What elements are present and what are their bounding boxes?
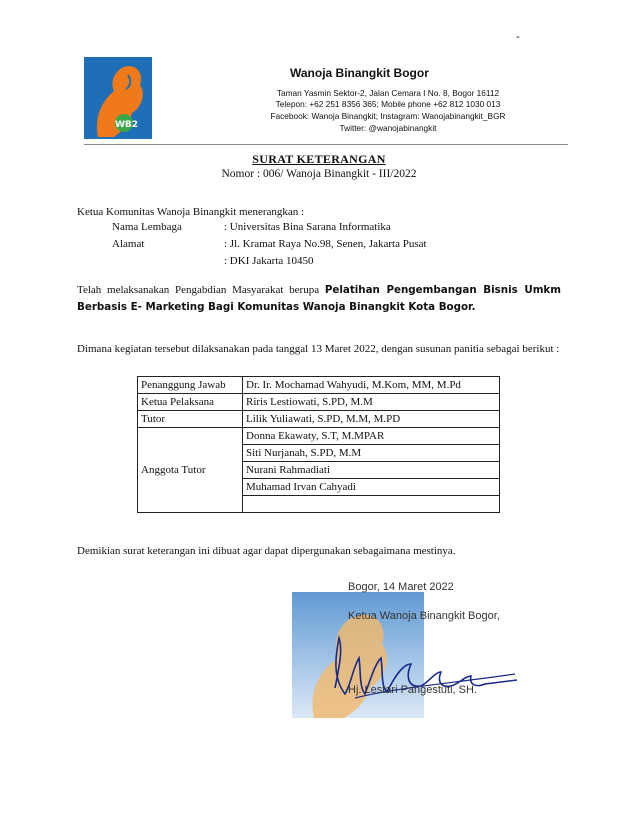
- committee-name: Riris Lestiowati, S.PD, M.M: [243, 394, 500, 411]
- signatory-name: Hj. Lestari Pangestuti, SH.: [348, 684, 478, 696]
- committee-table: [137, 376, 500, 513]
- committee-name: Dr. Ir. Mochamad Wahyudi, M.Kom, MM, M.Pd: [243, 377, 500, 394]
- lembaga-value: : Universitas Bina Sarana Informatika: [224, 221, 391, 233]
- activity-paragraph-text: Telah melaksanakan Pengabdian Masyarakat berupa: [77, 284, 325, 296]
- document-number: Nomor : 006/ Wanoja Binangkit - III/2022: [221, 168, 417, 180]
- activity-paragraph: [77, 282, 561, 316]
- committee-role: Anggota Tutor: [138, 428, 243, 513]
- alamat-label: Alamat: [112, 238, 145, 250]
- twitter-line: Twitter: @wanojabinangkit: [339, 123, 437, 133]
- table-row: [138, 411, 500, 428]
- handwritten-signature: [325, 628, 525, 708]
- committee-name: Lilik Yuliawati, S.PD, M.M, M.PD: [243, 411, 500, 428]
- intro-text: Ketua Komunitas Wanoja Binangkit menerangkan :: [77, 206, 305, 218]
- organization-name: Wanoja Binangkit Bogor: [290, 66, 429, 80]
- svg-text:WB2: WB2: [115, 120, 139, 130]
- social-line: Facebook: Wanoja Binangkit; Instagram: Wanojabinangkit_BGR: [270, 111, 506, 121]
- signatory-role: Ketua Wanoja Binangkit Bogor,: [348, 610, 500, 622]
- committee-name: Siti Nurjanah, S.PD, M.M: [243, 445, 500, 462]
- committee-name: Donna Ekawaty, S.T, M.MPAR: [243, 428, 500, 445]
- closing-text: Demikian surat keterangan ini dibuat agar dapat dipergunakan sebagaimana mestinya.: [77, 545, 456, 557]
- letterhead-divider: [84, 144, 568, 145]
- committee-role: Tutor: [138, 411, 243, 428]
- alamat-value: : Jl. Kramat Raya No.98, Senen, Jakarta Pusat: [224, 238, 427, 250]
- alamat-value-city: : DKI Jakarta 10450: [224, 255, 314, 267]
- schedule-paragraph: Dimana kegiatan tersebut dilaksanakan pada tanggal 13 Maret 2022, dengan susunan panitia sebagai berikut :: [77, 343, 560, 355]
- phone-line: Telepon: +62 251 8356 365; Mobile phone +62 812 1030 013: [275, 99, 501, 109]
- lembaga-label: Nama Lembaga: [112, 221, 182, 233]
- wanoja-binangkit-logo: [84, 57, 152, 139]
- committee-name: Muhamad Irvan Cahyadi: [243, 479, 500, 496]
- committee-name: [243, 496, 500, 513]
- committee-role: Ketua Pelaksana: [138, 394, 243, 411]
- activity-title: Pelatihan Pengembangan Bisnis Umkm Berbasis E- Marketing Bagi Komunitas Wanoja Binangkit Kota Bogor.: [77, 284, 561, 313]
- committee-name: Nurani Rahmadiati: [243, 462, 500, 479]
- address-line: Taman Yasmin Sektor-2, Jalan Cemara I No. 8, Bogor 16112: [276, 88, 500, 98]
- signature-date: Bogor, 14 Maret 2022: [348, 581, 454, 593]
- table-row: [138, 428, 500, 445]
- table-row: [138, 394, 500, 411]
- committee-role: Penanggung Jawab: [138, 377, 243, 394]
- table-row: [138, 377, 500, 394]
- document-title: SURAT KETERANGAN: [252, 152, 386, 166]
- corner-mark: -: [516, 30, 520, 43]
